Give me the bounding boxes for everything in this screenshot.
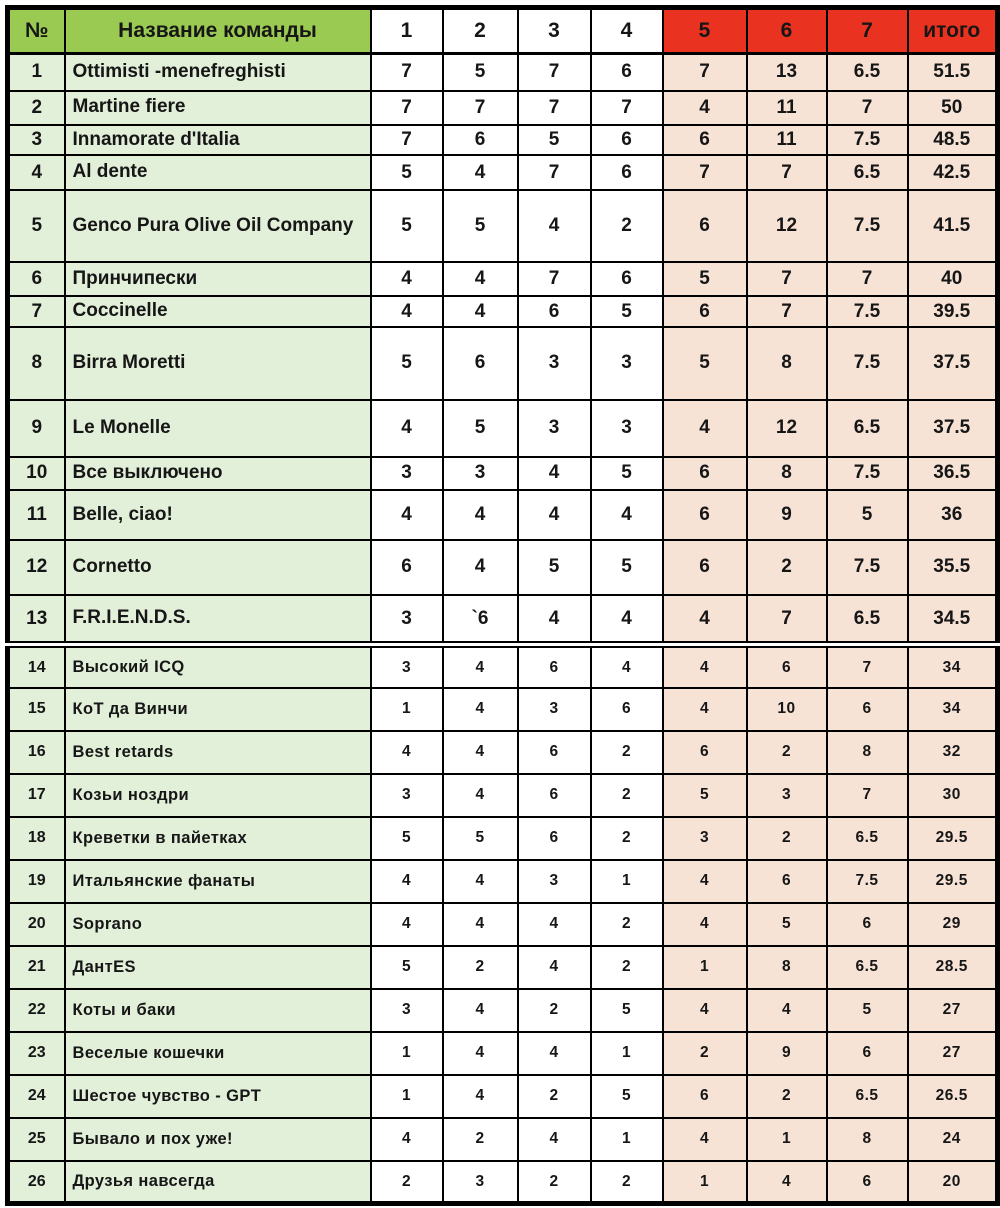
team-name-cell: Martine fiere <box>65 91 371 125</box>
score-cell: 7 <box>518 54 591 91</box>
score-cell: 5 <box>443 400 518 457</box>
score-cell: 5 <box>371 155 443 190</box>
score-cell: 4 <box>663 860 747 903</box>
team-name-cell: Soprano <box>65 903 371 946</box>
score-cell: 4 <box>443 490 518 540</box>
score-cell: 7 <box>518 155 591 190</box>
total-cell: 34 <box>908 645 998 688</box>
total-column-header: итого <box>908 8 998 54</box>
score-cell: 6 <box>591 688 663 731</box>
score-cell: 2 <box>747 540 827 595</box>
score-cell: 3 <box>591 327 663 400</box>
score-cell: 4 <box>591 490 663 540</box>
score-cell: 4 <box>443 774 518 817</box>
score-cell: 4 <box>663 645 747 688</box>
table-row <box>8 731 998 774</box>
score-cell: 4 <box>443 645 518 688</box>
score-cell: 7.5 <box>827 540 908 595</box>
score-cell: 4 <box>591 645 663 688</box>
rank-cell: 19 <box>8 860 65 903</box>
score-cell: 1 <box>371 1032 443 1075</box>
header-row <box>8 8 998 54</box>
score-cell: 4 <box>443 989 518 1032</box>
score-cell: 2 <box>747 1075 827 1118</box>
total-cell: 39.5 <box>908 296 998 327</box>
score-cell: 2 <box>591 903 663 946</box>
standings-table <box>5 5 1000 1206</box>
total-cell: 51.5 <box>908 54 998 91</box>
score-cell: 4 <box>371 262 443 296</box>
score-cell: 2 <box>591 817 663 860</box>
score-cell: 2 <box>371 1161 443 1204</box>
score-cell: 5 <box>663 327 747 400</box>
score-cell: 2 <box>747 731 827 774</box>
score-cell: 1 <box>663 1161 747 1204</box>
score-cell: 4 <box>518 1032 591 1075</box>
team-name-cell: Все выключено <box>65 457 371 490</box>
team-name-cell: Принчипески <box>65 262 371 296</box>
score-cell: 7 <box>371 125 443 156</box>
team-name-cell: Итальянские фанаты <box>65 860 371 903</box>
score-cell: 5 <box>371 946 443 989</box>
total-cell: 37.5 <box>908 327 998 400</box>
score-cell: 8 <box>747 457 827 490</box>
score-cell: 1 <box>747 1118 827 1161</box>
rank-cell: 18 <box>8 817 65 860</box>
score-cell: 11 <box>747 125 827 156</box>
score-cell: 6.5 <box>827 817 908 860</box>
score-cell: 7.5 <box>827 860 908 903</box>
team-name-cell: Belle, ciao! <box>65 490 371 540</box>
score-cell: 3 <box>747 774 827 817</box>
total-cell: 24 <box>908 1118 998 1161</box>
total-cell: 42.5 <box>908 155 998 190</box>
score-cell: 6 <box>663 1075 747 1118</box>
round-1-header: 1 <box>371 8 443 54</box>
team-name-cell: Ottimisti -menefreghisti <box>65 54 371 91</box>
score-cell: 6 <box>663 190 747 262</box>
rank-cell: 16 <box>8 731 65 774</box>
score-cell: 6 <box>663 296 747 327</box>
score-cell: 3 <box>371 595 443 645</box>
score-cell: 2 <box>591 1161 663 1204</box>
score-cell: 4 <box>443 731 518 774</box>
score-cell: 2 <box>518 989 591 1032</box>
score-cell: 7 <box>827 774 908 817</box>
score-cell: 7 <box>371 91 443 125</box>
score-cell: 3 <box>518 688 591 731</box>
table-row <box>8 262 998 296</box>
score-cell: 6.5 <box>827 400 908 457</box>
total-cell: 35.5 <box>908 540 998 595</box>
total-cell: 29.5 <box>908 817 998 860</box>
rank-cell: 9 <box>8 400 65 457</box>
score-cell: 4 <box>518 490 591 540</box>
score-cell: 11 <box>747 91 827 125</box>
score-cell: 4 <box>518 903 591 946</box>
score-cell: 2 <box>747 817 827 860</box>
team-name-cell: Бывало и пох уже! <box>65 1118 371 1161</box>
total-cell: 27 <box>908 1032 998 1075</box>
score-cell: 10 <box>747 688 827 731</box>
score-cell: 7.5 <box>827 457 908 490</box>
score-cell: 4 <box>747 989 827 1032</box>
rank-cell: 23 <box>8 1032 65 1075</box>
table-row <box>8 645 998 688</box>
table-row <box>8 327 998 400</box>
score-cell: 4 <box>443 296 518 327</box>
table-row <box>8 860 998 903</box>
team-name-cell: Cornetto <box>65 540 371 595</box>
score-cell: 5 <box>591 457 663 490</box>
score-cell: 4 <box>371 490 443 540</box>
score-cell: 4 <box>663 1118 747 1161</box>
score-cell: 3 <box>663 817 747 860</box>
score-cell: 7 <box>747 595 827 645</box>
score-cell: 6 <box>827 1161 908 1204</box>
team-name-cell: КоТ да Винчи <box>65 688 371 731</box>
score-cell: 6 <box>747 645 827 688</box>
score-cell: 4 <box>663 400 747 457</box>
table-row <box>8 1161 998 1204</box>
score-cell: 4 <box>443 903 518 946</box>
score-cell: 7 <box>518 91 591 125</box>
total-cell: 41.5 <box>908 190 998 262</box>
table-row <box>8 457 998 490</box>
score-cell: 3 <box>591 400 663 457</box>
score-cell: 4 <box>371 296 443 327</box>
score-cell: 12 <box>747 190 827 262</box>
score-cell: 4 <box>443 1032 518 1075</box>
score-cell: 6 <box>591 125 663 156</box>
score-cell: 6 <box>663 457 747 490</box>
rank-cell: 15 <box>8 688 65 731</box>
score-cell: 6.5 <box>827 155 908 190</box>
score-cell: 3 <box>443 457 518 490</box>
score-cell: 4 <box>518 457 591 490</box>
score-cell: 5 <box>518 125 591 156</box>
score-cell: 6 <box>663 490 747 540</box>
rank-cell: 10 <box>8 457 65 490</box>
score-cell: 7 <box>747 155 827 190</box>
total-cell: 36 <box>908 490 998 540</box>
score-cell: 6.5 <box>827 946 908 989</box>
score-cell: 5 <box>443 190 518 262</box>
table-row <box>8 688 998 731</box>
rank-cell: 25 <box>8 1118 65 1161</box>
rank-cell: 14 <box>8 645 65 688</box>
score-cell: 6 <box>518 296 591 327</box>
rank-cell: 22 <box>8 989 65 1032</box>
score-cell: 4 <box>663 989 747 1032</box>
score-cell: 6 <box>371 540 443 595</box>
rank-cell: 5 <box>8 190 65 262</box>
score-cell: 9 <box>747 1032 827 1075</box>
score-cell: 7 <box>827 645 908 688</box>
table-row <box>8 946 998 989</box>
table-row <box>8 1118 998 1161</box>
table-row <box>8 595 998 645</box>
score-cell: 4 <box>663 595 747 645</box>
rank-cell: 12 <box>8 540 65 595</box>
score-cell: 3 <box>518 327 591 400</box>
score-cell: 2 <box>443 1118 518 1161</box>
score-cell: 3 <box>371 989 443 1032</box>
total-cell: 40 <box>908 262 998 296</box>
rank-cell: 8 <box>8 327 65 400</box>
team-name-cell: Козьи ноздри <box>65 774 371 817</box>
score-cell: 4 <box>371 1118 443 1161</box>
score-cell: 4 <box>371 400 443 457</box>
score-cell: 6.5 <box>827 595 908 645</box>
score-cell: 4 <box>663 91 747 125</box>
score-cell: 5 <box>663 774 747 817</box>
team-name-cell: Best retards <box>65 731 371 774</box>
score-cell: 8 <box>827 731 908 774</box>
table-row <box>8 190 998 262</box>
total-cell: 34 <box>908 688 998 731</box>
score-cell: 7 <box>663 54 747 91</box>
rank-cell: 13 <box>8 595 65 645</box>
score-cell: 4 <box>518 1118 591 1161</box>
total-cell: 34.5 <box>908 595 998 645</box>
team-name-cell: Innamorate d'Italia <box>65 125 371 156</box>
table-row <box>8 155 998 190</box>
table-row <box>8 296 998 327</box>
team-name-cell: Коты и баки <box>65 989 371 1032</box>
score-cell: 8 <box>747 327 827 400</box>
team-name-cell: Al dente <box>65 155 371 190</box>
score-cell: 7 <box>747 296 827 327</box>
score-cell: 12 <box>747 400 827 457</box>
total-cell: 26.5 <box>908 1075 998 1118</box>
score-cell: 7 <box>518 262 591 296</box>
round-5-header: 5 <box>663 8 747 54</box>
score-cell: 6 <box>443 125 518 156</box>
score-cell: 6 <box>518 817 591 860</box>
score-cell: 3 <box>371 774 443 817</box>
team-name-cell: F.R.I.E.N.D.S. <box>65 595 371 645</box>
score-cell: 4 <box>443 155 518 190</box>
score-cell: 5 <box>591 540 663 595</box>
score-cell: 7.5 <box>827 125 908 156</box>
total-cell: 29.5 <box>908 860 998 903</box>
round-7-header: 7 <box>827 8 908 54</box>
table-row <box>8 54 998 91</box>
score-cell: 2 <box>591 190 663 262</box>
score-cell: 1 <box>591 1118 663 1161</box>
total-cell: 37.5 <box>908 400 998 457</box>
score-cell: 2 <box>443 946 518 989</box>
rank-cell: 6 <box>8 262 65 296</box>
score-cell: 5 <box>443 817 518 860</box>
score-cell: 7 <box>443 91 518 125</box>
score-cell: 2 <box>518 1161 591 1204</box>
score-cell: 2 <box>591 774 663 817</box>
score-cell: 4 <box>518 190 591 262</box>
score-cell: 5 <box>371 817 443 860</box>
score-cell: 6 <box>591 54 663 91</box>
total-cell: 27 <box>908 989 998 1032</box>
score-cell: 3 <box>443 1161 518 1204</box>
score-cell: 2 <box>591 946 663 989</box>
table-row <box>8 817 998 860</box>
total-cell: 30 <box>908 774 998 817</box>
score-cell: 6 <box>518 731 591 774</box>
score-cell: 6.5 <box>827 1075 908 1118</box>
table-row <box>8 125 998 156</box>
team-name-cell: Birra Moretti <box>65 327 371 400</box>
team-name-cell: Coccinelle <box>65 296 371 327</box>
table-row <box>8 774 998 817</box>
score-cell: 6 <box>443 327 518 400</box>
rank-cell: 11 <box>8 490 65 540</box>
score-cell: 7.5 <box>827 190 908 262</box>
score-cell: 4 <box>371 903 443 946</box>
rank-column-header: № <box>8 8 65 54</box>
rank-cell: 26 <box>8 1161 65 1204</box>
team-name-cell: Шестое чувство - GPT <box>65 1075 371 1118</box>
score-cell: 8 <box>827 1118 908 1161</box>
team-name-cell: Высокий ICQ <box>65 645 371 688</box>
score-cell: 2 <box>518 1075 591 1118</box>
score-cell: 2 <box>591 731 663 774</box>
team-name-cell: Веселые кошечки <box>65 1032 371 1075</box>
score-cell: 1 <box>371 688 443 731</box>
score-cell: 5 <box>663 262 747 296</box>
team-name-cell: Креветки в пайетках <box>65 817 371 860</box>
score-cell: 4 <box>443 860 518 903</box>
score-cell: 5 <box>591 989 663 1032</box>
score-cell: 6 <box>663 540 747 595</box>
score-cell: 7 <box>827 262 908 296</box>
table-row <box>8 91 998 125</box>
score-cell: 1 <box>591 860 663 903</box>
team-name-cell: Le Monelle <box>65 400 371 457</box>
score-cell: 7 <box>827 91 908 125</box>
score-cell: 4 <box>443 262 518 296</box>
score-cell: 2 <box>663 1032 747 1075</box>
score-cell: 7.5 <box>827 296 908 327</box>
score-cell: 4 <box>747 1161 827 1204</box>
rank-cell: 20 <box>8 903 65 946</box>
round-6-header: 6 <box>747 8 827 54</box>
score-cell: 3 <box>518 860 591 903</box>
score-cell: 1 <box>663 946 747 989</box>
score-cell: 5 <box>591 1075 663 1118</box>
score-cell: 6 <box>747 860 827 903</box>
total-cell: 20 <box>908 1161 998 1204</box>
score-cell: 4 <box>663 903 747 946</box>
round-3-header: 3 <box>518 8 591 54</box>
total-cell: 48.5 <box>908 125 998 156</box>
score-cell: 6 <box>827 1032 908 1075</box>
score-cell: 7 <box>663 155 747 190</box>
score-cell: 8 <box>747 946 827 989</box>
total-cell: 28.5 <box>908 946 998 989</box>
rank-cell: 1 <box>8 54 65 91</box>
score-cell: 6 <box>518 774 591 817</box>
total-cell: 36.5 <box>908 457 998 490</box>
score-cell: 5 <box>747 903 827 946</box>
table-row <box>8 400 998 457</box>
standings-body <box>8 54 998 1204</box>
score-cell: 6 <box>591 262 663 296</box>
team-name-cell: Genco Pura Olive Oil Company <box>65 190 371 262</box>
score-cell: 1 <box>591 1032 663 1075</box>
score-cell: 4 <box>591 595 663 645</box>
score-cell: 5 <box>443 54 518 91</box>
score-cell: 4 <box>518 946 591 989</box>
team-name-cell: Друзья навсегда <box>65 1161 371 1204</box>
score-cell: 6.5 <box>827 54 908 91</box>
rank-cell: 21 <box>8 946 65 989</box>
rank-cell: 17 <box>8 774 65 817</box>
score-cell: 3 <box>371 645 443 688</box>
score-cell: `6 <box>443 595 518 645</box>
team-name-cell: ДантES <box>65 946 371 989</box>
score-cell: 5 <box>371 327 443 400</box>
score-cell: 5 <box>827 490 908 540</box>
table-row <box>8 989 998 1032</box>
score-cell: 6 <box>827 903 908 946</box>
score-cell: 7 <box>591 91 663 125</box>
table-row <box>8 540 998 595</box>
rank-cell: 24 <box>8 1075 65 1118</box>
rank-cell: 7 <box>8 296 65 327</box>
total-cell: 29 <box>908 903 998 946</box>
score-cell: 5 <box>518 540 591 595</box>
score-cell: 3 <box>518 400 591 457</box>
team-column-header: Название команды <box>65 8 371 54</box>
total-cell: 32 <box>908 731 998 774</box>
score-cell: 5 <box>371 190 443 262</box>
rank-cell: 4 <box>8 155 65 190</box>
score-cell: 3 <box>371 457 443 490</box>
score-cell: 6 <box>827 688 908 731</box>
round-4-header: 4 <box>591 8 663 54</box>
round-2-header: 2 <box>443 8 518 54</box>
score-cell: 5 <box>591 296 663 327</box>
score-cell: 7 <box>371 54 443 91</box>
score-cell: 4 <box>443 1075 518 1118</box>
score-cell: 6 <box>591 155 663 190</box>
score-cell: 4 <box>371 731 443 774</box>
score-cell: 6 <box>663 125 747 156</box>
score-cell: 6 <box>518 645 591 688</box>
table-row <box>8 1032 998 1075</box>
table-row <box>8 490 998 540</box>
table-row <box>8 903 998 946</box>
rank-cell: 3 <box>8 125 65 156</box>
score-cell: 1 <box>371 1075 443 1118</box>
rank-cell: 2 <box>8 91 65 125</box>
score-cell: 7.5 <box>827 327 908 400</box>
total-cell: 50 <box>908 91 998 125</box>
score-cell: 4 <box>663 688 747 731</box>
score-cell: 13 <box>747 54 827 91</box>
table-row <box>8 1075 998 1118</box>
score-cell: 5 <box>827 989 908 1032</box>
score-cell: 4 <box>371 860 443 903</box>
score-cell: 4 <box>443 540 518 595</box>
score-cell: 6 <box>663 731 747 774</box>
score-cell: 4 <box>443 688 518 731</box>
score-cell: 9 <box>747 490 827 540</box>
score-cell: 7 <box>747 262 827 296</box>
score-cell: 4 <box>518 595 591 645</box>
